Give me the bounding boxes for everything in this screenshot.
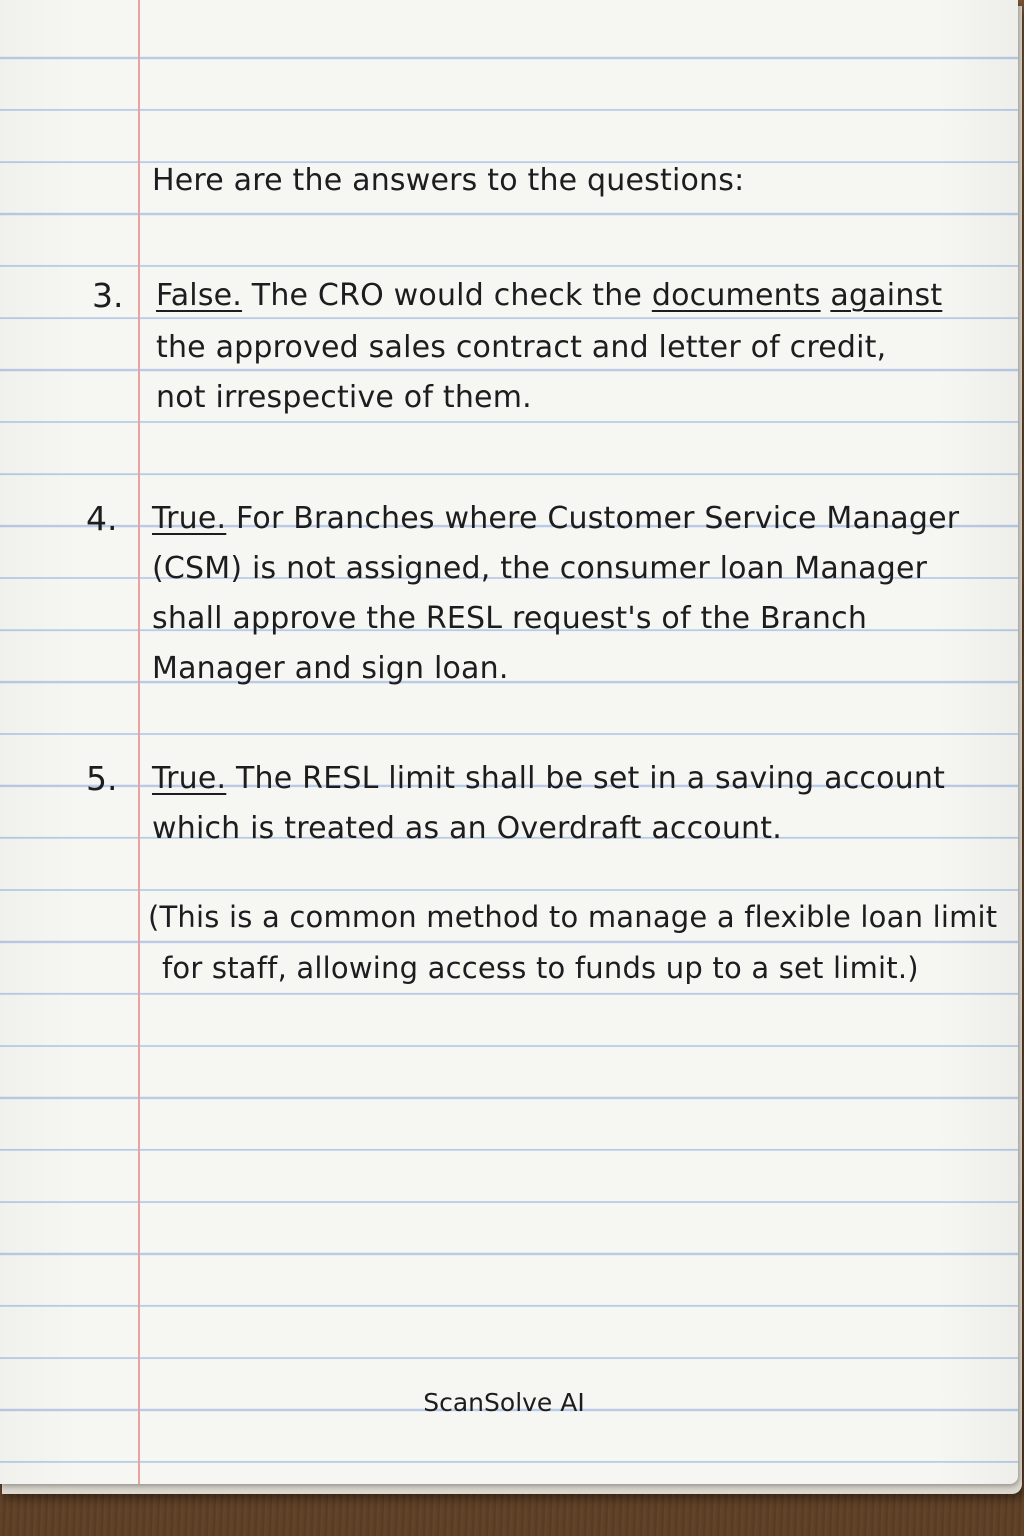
answer-5-line-1 — [152, 761, 945, 796]
answer-3-number: 3. — [92, 276, 124, 315]
answer-4-line-2: (CSM) is not assigned, the consumer loan Manager — [152, 551, 928, 586]
answer-4-number: 4. — [86, 499, 118, 538]
note-line-1: (This is a common method to manage a flexible loan limit — [148, 900, 998, 934]
margin-line — [138, 0, 140, 1484]
answer-4-line-1 — [152, 501, 959, 536]
intro-text: Here are the answers to the questions: — [152, 163, 745, 198]
footer-brand: ScanSolve AI — [423, 1388, 585, 1417]
answer-4-line-3: shall approve the RESL request's of the Branch — [152, 601, 868, 636]
answer-5-text: The RESL limit shall be set in a saving account — [236, 761, 946, 796]
answer-3-line-1 — [156, 278, 942, 313]
answer-5-line-2: which is treated as an Overdraft account. — [152, 811, 782, 846]
answer-3-line-3: not irrespective of them. — [156, 380, 532, 415]
answer-3-underlined-documents: documents — [651, 278, 821, 313]
answer-3-text: The CRO would check the — [251, 278, 652, 313]
answer-3-underlined-against: against — [830, 278, 943, 313]
note-line-2: for staff, allowing access to funds up to a set limit.) — [162, 951, 919, 985]
answer-4-line-4: Manager and sign loan. — [152, 651, 509, 686]
answer-4-verdict: True. — [152, 501, 227, 536]
answer-4-text: For Branches where Customer Service Manager — [236, 501, 960, 536]
answer-3-verdict: False. — [156, 278, 243, 313]
answer-5-number: 5. — [86, 759, 118, 798]
answer-5-verdict: True. — [152, 761, 227, 796]
answer-3-line-2: the approved sales contract and letter of credit, — [156, 330, 887, 365]
